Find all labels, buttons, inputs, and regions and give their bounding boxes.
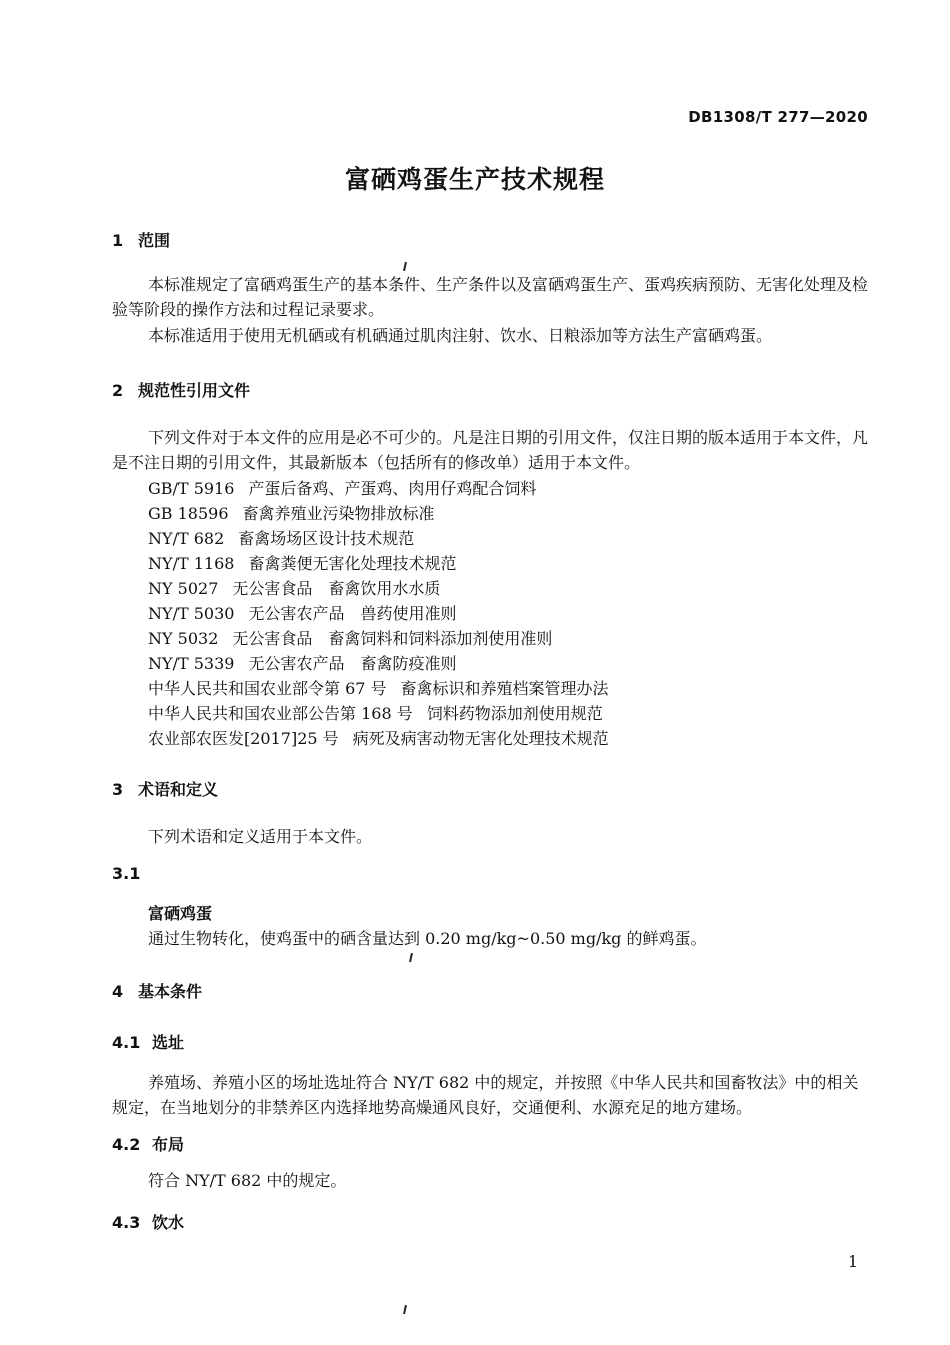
subsection-heading-site [112,1030,184,1053]
list-item [148,501,609,526]
standard-code: DB1308/T 277—2020 [688,108,868,126]
reference-title: 饲料药物添加剂使用规范 [426,704,603,723]
reference-code: 中华人民共和国农业部令第 67 号 [148,679,387,698]
scope-paragraph-2: 本标准适用于使用无机硒或有机硒通过肌肉注射、饮水、日粮添加等方法生产富硒鸡蛋。 [148,326,773,345]
term-number: 3.1 [112,864,141,883]
page-title: 富硒鸡蛋生产技术规程 [344,165,605,194]
reference-code: 农业部农医发[2017]25 号 [148,729,339,748]
reference-title: 无公害食品 畜禽饮用水水质 [232,579,441,598]
list-item [148,701,609,726]
scan-speck [409,953,413,962]
list-item [148,576,609,601]
reference-code: NY 5032 [148,629,219,648]
reference-title: 无公害食品 畜禽饲料和饲料添加剂使用准则 [232,629,553,648]
reference-code: GB 18596 [148,504,229,523]
subsection-title: 布局 [152,1135,185,1154]
reference-title: 畜禽标识和养殖档案管理办法 [400,679,609,698]
list-item [148,476,609,501]
scope-paragraph-1: 本标准规定了富硒鸡蛋生产的基本条件、生产条件以及富硒鸡蛋生产、蛋鸡疾病预防、无害化处理及检验等阶段的操作方法和过程记录要求。 [112,275,869,319]
reference-title: 无公害农产品 畜禽防疫准则 [248,654,457,673]
scan-speck [403,1305,407,1314]
list-item [148,726,609,751]
section-heading-scope [112,228,170,251]
reference-title: 畜禽养殖业污染物排放标准 [242,504,435,523]
site-paragraph: 养殖场、养殖小区的场址选址符合 NY/T 682 中的规定，并按照《中华人民共和国畜牧法》中的相关规定，在当地划分的非禁养区内选择地势高燥通风良好，交通便利、水源充足的地方建场。 [112,1073,859,1117]
section-heading-normative [112,378,250,401]
section-number: 2 [112,381,124,400]
list-item [148,601,609,626]
list-item [148,526,609,551]
layout-paragraph: 符合 NY/T 682 中的规定。 [148,1171,347,1190]
reference-title: 畜禽粪便无害化处理技术规范 [248,554,457,573]
section-number: 3 [112,780,124,799]
reference-code: NY/T 682 [148,529,225,548]
reference-title: 产蛋后备鸡、产蛋鸡、肉用仔鸡配合饲料 [248,479,537,498]
terms-intro: 下列术语和定义适用于本文件。 [148,827,373,846]
reference-code: 中华人民共和国农业部公告第 168 号 [148,704,413,723]
normative-intro: 下列文件对于本文件的应用是必不可少的。凡是注日期的引用文件，仅注日期的版本适用于本文件，凡是不注日期的引用文件，其最新版本（包括所有的修改单）适用于本文件。 [112,428,869,472]
subsection-number: 4.1 [112,1033,141,1052]
subsection-number: 4.3 [112,1213,141,1232]
reference-code: NY 5027 [148,579,219,598]
list-item [148,676,609,701]
reference-code: NY/T 5030 [148,604,235,623]
subsection-number: 4.2 [112,1135,141,1154]
section-number: 4 [112,982,124,1001]
reference-code: GB/T 5916 [148,479,235,498]
subsection-heading-water [112,1210,184,1233]
term-title: 富硒鸡蛋 [148,904,213,923]
term-definition: 通过生物转化，使鸡蛋中的硒含量达到 0.20 mg/kg~0.50 mg/kg 的鲜鸡蛋。 [148,929,707,948]
section-heading-terms [112,777,218,800]
scan-speck [403,262,407,271]
subsection-title: 饮水 [152,1213,185,1232]
list-item [148,651,609,676]
reference-title: 病死及病害动物无害化处理技术规范 [352,729,609,748]
section-title: 规范性引用文件 [138,381,251,400]
reference-title: 畜禽场场区设计技术规范 [238,529,415,548]
subsection-title: 选址 [152,1033,185,1052]
page-number: 1 [847,1252,858,1271]
reference-title: 无公害农产品 兽药使用准则 [248,604,457,623]
section-heading-basic [112,979,202,1002]
list-item [148,551,609,576]
section-title: 范围 [138,231,171,250]
section-title: 术语和定义 [138,780,219,799]
reference-list [148,476,609,751]
reference-code: NY/T 5339 [148,654,235,673]
section-title: 基本条件 [138,982,203,1001]
section-number: 1 [112,231,124,250]
list-item [148,626,609,651]
reference-code: NY/T 1168 [148,554,235,573]
subsection-heading-layout [112,1132,184,1155]
